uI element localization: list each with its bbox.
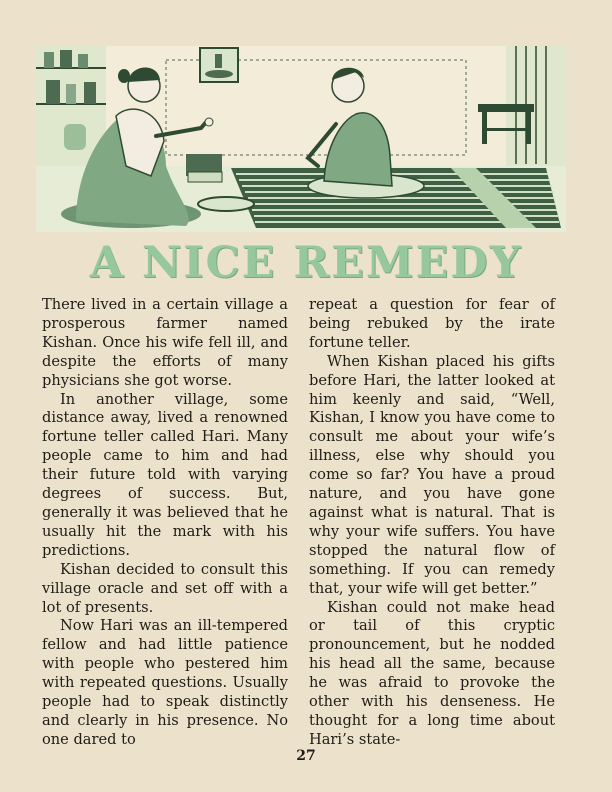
page-number: 27 [296, 748, 316, 764]
paragraph: Now Hari was an ill-tempered fellow and had little patience with people who pestered him with repeated questions. Usually people had to speak distinctly and clearly in his presence. No one dared to [42, 617, 288, 748]
wall-frame [200, 48, 238, 82]
paragraph: When Kishan placed his gifts before Hari, the latter looked at him keenly and said, “Well, Kishan, I know you have come to consult me about your wife’s illness, else why should you come so far? You have a proud nature, and you have gone against what is natural. That is why your wife suffers. You have stopped the natural flow of something. If you can remedy that, your wife will get better.” [309, 352, 555, 597]
story-title: A NICE REMEDY [89, 238, 523, 288]
left-column [42, 296, 288, 750]
story-illustration [36, 46, 566, 232]
paragraph: Kishan decided to consult this village oracle and set off with a lot of presents. [42, 560, 288, 616]
paragraph: In another village, some distance away, lived a renowned fortune teller called Hari. Many people came to him and had their future told with varying degrees of success. But, generally it was believed that he usually hit the mark with his predictions. [42, 390, 288, 559]
paragraph: Kishan could not make head or tail of this cryptic pronouncement, but he nodded his head all the same, because he was afraid to provoke the other with his denseness. He thought for a long time about Hari’s state- [309, 598, 555, 748]
paragraph: repeat a question for fear of being rebuked by the irate fortune teller. [309, 296, 555, 351]
right-column [309, 296, 555, 750]
paragraph: There lived in a certain village a prosperous farmer named Kishan. Once his wife fell ill, and despite the efforts of many physicians she got worse. [42, 296, 288, 389]
